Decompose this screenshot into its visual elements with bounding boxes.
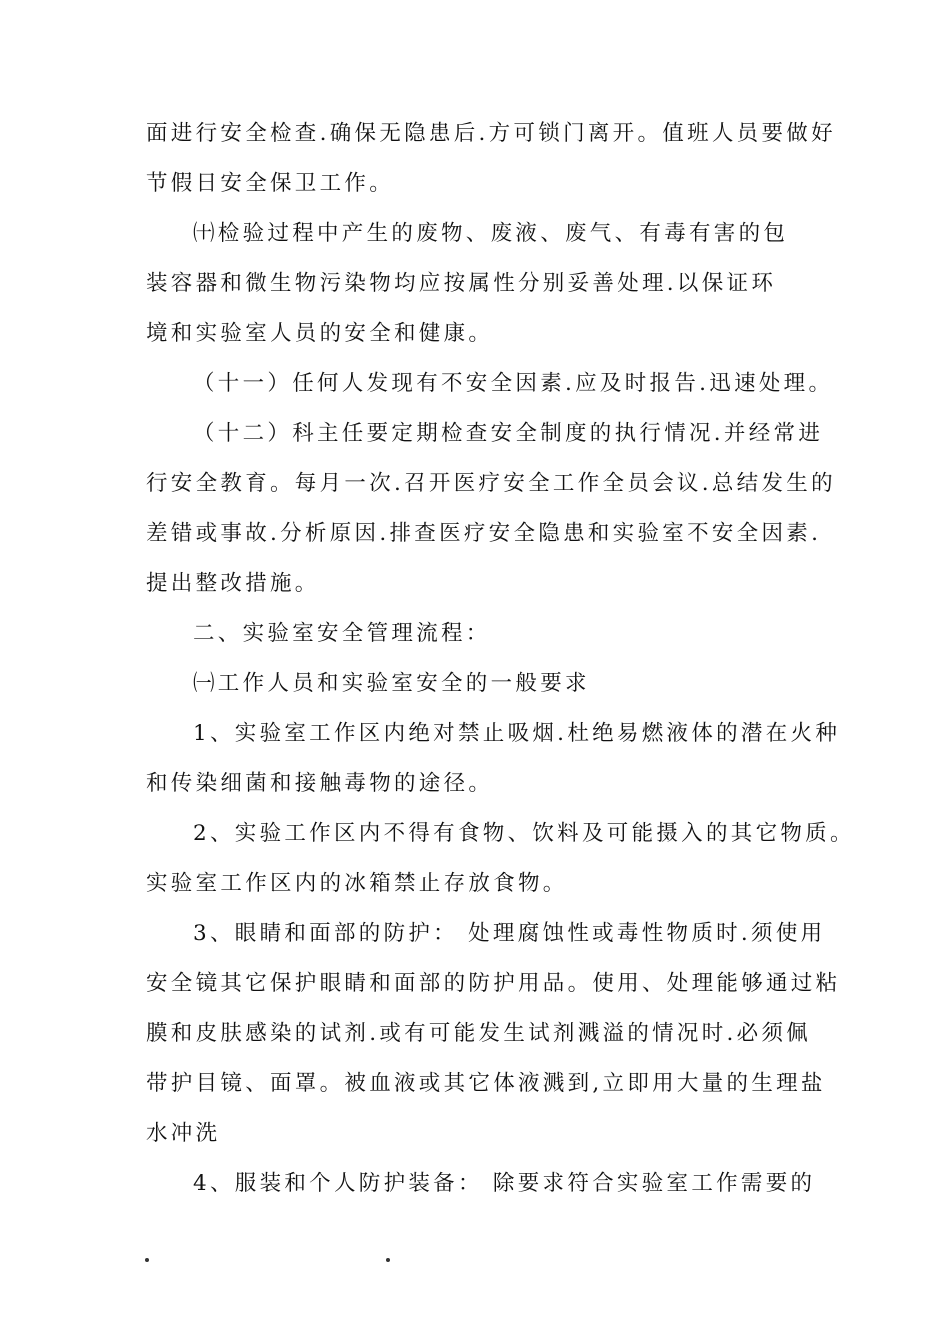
text-line-9: 差错或事故.分析原因.排查医疗安全隐患和实验室不安全因素.: [146, 521, 822, 546]
text-line-1: 面进行安全检查.确保无隐患后.方可锁门离开。值班人员要做好: [146, 121, 836, 146]
text-line-22: 4、服装和个人防护装备： 除要求符合实验室工作需要的: [193, 1171, 816, 1196]
text-line-19: 膜和皮肤感染的试剂.或有可能发生试剂溅溢的情况时.必须佩: [146, 1021, 812, 1046]
text-line-7: （十二）科主任要定期检查安全制度的执行情况.并经常进: [193, 421, 824, 446]
text-line-17: 3、眼睛和面部的防护： 处理腐蚀性或毒性物质时.须使用: [193, 921, 826, 946]
text-line-5: 境和实验室人员的安全和健康。: [146, 321, 494, 346]
text-line-4: 装容器和微生物污染物均应按属性分别妥善处理.以保证环: [146, 271, 777, 296]
footer-dot-right: [386, 1258, 390, 1262]
text-line-3: ㈩检验过程中产生的废物、废液、废气、有毒有害的包: [193, 221, 789, 246]
text-line-21: 水冲洗: [146, 1121, 221, 1146]
subsection-heading: ㈠工作人员和实验室安全的一般要求: [193, 671, 590, 696]
text-line-14: 和传染细菌和接触毒物的途径。: [146, 771, 494, 796]
text-line-15: 2、实验工作区内不得有食物、饮料及可能摄入的其它物质。: [193, 821, 855, 846]
text-line-18: 安全镜其它保护眼睛和面部的防护用品。使用、处理能够通过粘: [146, 971, 841, 996]
text-line-2: 节假日安全保卫工作。: [146, 171, 395, 196]
text-line-20: 带护目镜、面罩。被血液或其它体液溅到,立即用大量的生理盐: [146, 1071, 826, 1096]
text-line-13: 1、实验室工作区内绝对禁止吸烟.杜绝易燃液体的潜在火种: [193, 721, 841, 746]
text-line-16: 实验室工作区内的冰箱禁止存放食物。: [146, 871, 568, 896]
section-heading: 二、实验室安全管理流程：: [193, 621, 491, 646]
footer-dot-left: [145, 1258, 149, 1262]
text-line-10: 提出整改措施。: [146, 571, 320, 596]
text-line-8: 行安全教育。每月一次.召开医疗安全工作全员会议.总结发生的: [146, 471, 836, 496]
text-line-6: （十一）任何人发现有不安全因素.应及时报告.迅速处理。: [193, 371, 834, 396]
